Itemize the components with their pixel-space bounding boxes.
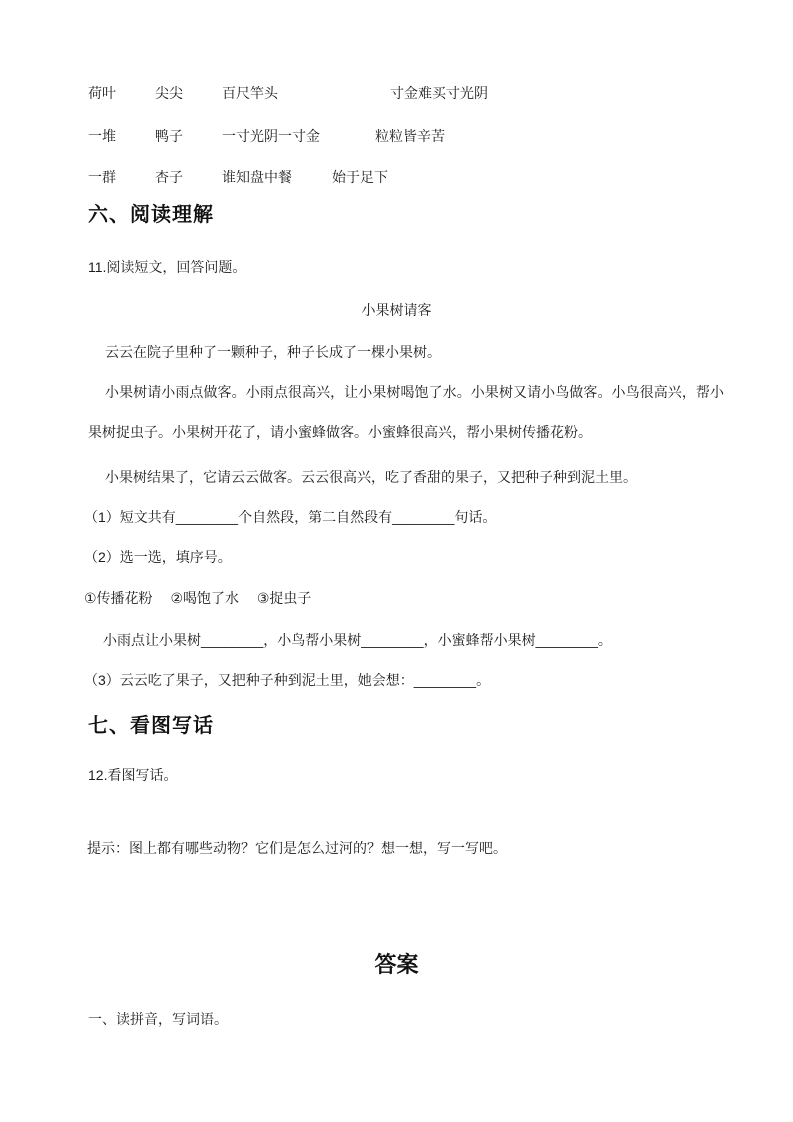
question-11-sub2-fill-blanks: 小雨点让小果树________，小鸟帮小果树________，小蜜蜂帮小果树________。	[103, 632, 612, 648]
match-row1-word1: 荷叶	[88, 85, 116, 101]
question-11-sub2-options: ①传播花粉 ②喝饱了水 ③捉虫子	[84, 590, 312, 606]
passage-title: 小果树请客	[361, 302, 432, 318]
match-row3-word1: 一群	[88, 169, 116, 185]
match-row2-word1: 一堆	[88, 128, 116, 144]
question-11-sub3: （3）云云吃了果子，又把种子种到泥土里，她会想：________。	[84, 672, 491, 688]
section-heading-writing: 七、看图写话	[88, 715, 214, 737]
passage-paragraph-2: 小果树请小雨点做客。小雨点很高兴，让小果树喝饱了水。小果树又请小鸟做客。小鸟很高兴，帮小果树捉虫子。小果树开花了，请小蜜蜂做客。小蜜蜂很高兴，帮小果树传播花粉。	[88, 384, 724, 440]
match-row2-word2: 鸭子	[155, 128, 183, 144]
question-11-sub2: （2）选一选，填序号。	[84, 549, 232, 565]
passage-paragraph-3: 小果树结果了，它请云云做客。云云很高兴，吃了香甜的果子，又把种子种到泥土里。	[105, 469, 637, 485]
match-row3-word2: 杏子	[155, 169, 183, 185]
question-12-label: 12.看图写话。	[88, 767, 178, 783]
match-row3-proverb: 始于足下	[332, 169, 388, 185]
match-row2-phrase: 一寸光阴一寸金	[222, 128, 320, 144]
match-row2-proverb: 粒粒皆辛苦	[375, 128, 445, 144]
section-heading-reading: 六、阅读理解	[88, 204, 214, 226]
reading-passage	[88, 332, 724, 497]
question-11-label: 11.阅读短文，回答问题。	[88, 259, 247, 275]
match-row1-phrase: 百尺竿头	[222, 85, 278, 101]
match-row1-word2: 尖尖	[155, 85, 183, 101]
passage-paragraph-1: 云云在院子里种了一颗种子，种子长成了一棵小果树。	[105, 344, 441, 360]
answers-heading: 答案	[374, 952, 419, 977]
answer-item-1: 一、读拼音，写词语。	[88, 1011, 228, 1027]
question-11-sub1: （1）短文共有________个自然段，第二自然段有________句话。	[84, 509, 497, 525]
question-12-hint: 提示：图上都有哪些动物？它们是怎么过河的？想一想，写一写吧。	[87, 840, 507, 856]
match-row3-phrase: 谁知盘中餐	[222, 169, 292, 185]
match-row1-proverb: 寸金难买寸光阴	[390, 85, 488, 101]
